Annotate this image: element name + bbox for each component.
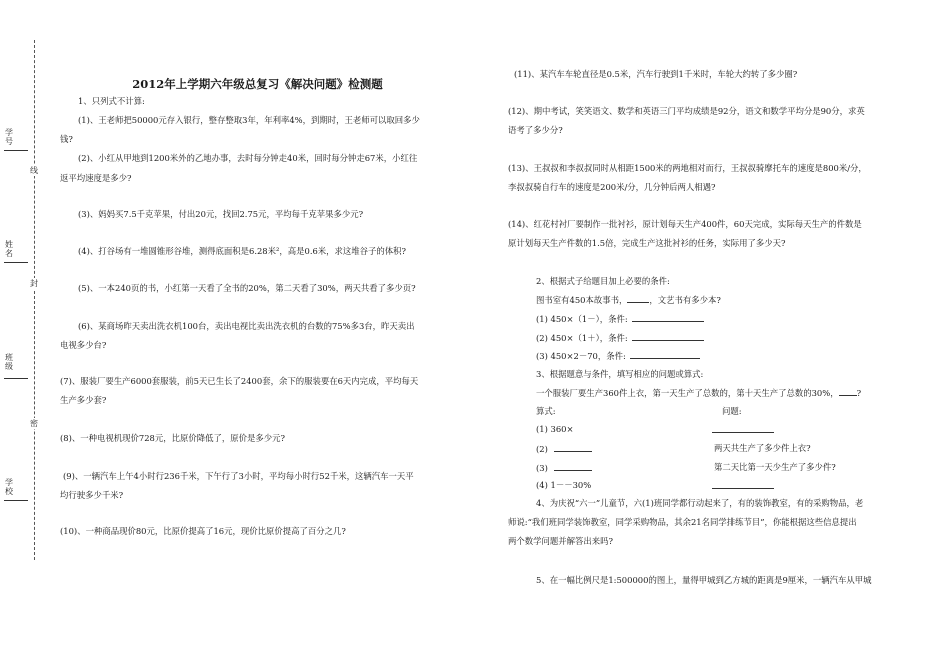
question-1-line-2: 钱? (60, 134, 73, 144)
section-3-row-2-label: (2) (536, 444, 548, 454)
section-2-blank[interactable] (627, 293, 649, 303)
section-2-desc-end: ，文艺书有多少本? (649, 295, 721, 305)
section-3-row-4: (4) 1－－30% (536, 480, 592, 490)
class-label: 班级 (5, 353, 13, 371)
question-12-line-2: 语考了多少分? (508, 125, 563, 135)
question-3: (3)、妈妈买7.5千克苹果，付出20元，找回2.75元，平均每千克苹果多少元? (78, 209, 364, 219)
section-2-item-1-blank[interactable] (632, 312, 704, 322)
section-2-item-2 (536, 331, 921, 345)
question-8: (8)、一种电视机现价728元，比原价降低了，原价是多少元? (60, 433, 285, 443)
question-13-line-1: (13)、王叔叔和李叔叔同时从相距1500米的两地相对而行，王叔叔骑摩托车的速度是800米/分， (508, 163, 867, 173)
section-3-row-3-formula-blank[interactable] (554, 461, 592, 471)
section-2-item-1 (536, 312, 921, 326)
question-9-line-2: 均行驶多少千米? (60, 490, 124, 500)
school-label: 学校 (5, 478, 13, 496)
school-field[interactable] (4, 500, 28, 501)
section-3-desc-text: 一个服装厂要生产360件上衣，第一天生产了总数的，第十天生产了总数的30%， (536, 388, 839, 398)
section-3-row-3-label: (3) (536, 463, 548, 473)
section-2-description (536, 293, 921, 307)
section-1-heading: 1、只列式不计算: (78, 96, 145, 106)
section-4-line-1: 4、为庆祝“六一”儿童节，六(1)班同学都行动起来了，有的装饰教室，有的采购物品，老 (536, 498, 864, 508)
question-11: (11)、某汽车车轮直径是0.5米，汽车行驶到1千米时，车轮大约转了多少圈? (514, 69, 798, 79)
section-3-row-3-question: 第二天比第一天少生产了多少件? (714, 462, 836, 472)
student-name-label: 姓名 (5, 240, 13, 258)
question-9-line-1: (9)、一辆汽车上午4小时行236千米，下午行了3小时，平均每小时行52千米，这辆汽车一天平 (63, 471, 414, 481)
binding-dashed-line (34, 40, 35, 560)
section-2-item-3-text: (3) 450×2－70，条件: (536, 351, 626, 361)
formula-column-header: 算式: (536, 406, 556, 416)
page-title: 2012年上学期六年级总复习《解决问题》检测题 (132, 77, 383, 91)
question-10: (10)、一种商品现价80元，比原价提高了16元，现价比原价提高了百分之几? (60, 526, 346, 536)
question-7-line-2: 生产多少套? (60, 395, 107, 405)
question-14-line-1: (14)、红花村衬厂要制作一批衬衫，原计划每天生产400件，60天完成，实际每天生产的件数是 (508, 219, 862, 229)
section-2-item-3-blank[interactable] (630, 349, 700, 359)
question-1-line-1: (1)、王老师把50000元存入银行，整存整取3年，年利率4%，到期时，王老师可以取回多少 (78, 115, 420, 125)
question-2-line-1: (2)、小红从甲地到1200米外的乙地办事，去时每分钟走40米，回时每分钟走67米，小红往 (78, 153, 418, 163)
section-3-row-2-question: 两天共生产了多少件上衣? (714, 443, 811, 453)
class-field[interactable] (4, 378, 28, 379)
section-5-line-1: 5、在一幅比例尺是1:500000的图上，量得甲城到乙方城的距离是9厘米，一辆汽车从甲城 (536, 575, 872, 585)
section-2-item-3 (536, 349, 921, 363)
question-14-line-2: 原计划每天生产件数的1.5倍，完成生产这批衬衫的任务，实际用了多少天? (508, 238, 786, 248)
binding-mark-seal: 封 (30, 279, 38, 288)
section-3-desc-end: ? (856, 388, 862, 398)
student-name-field[interactable] (4, 262, 28, 263)
question-5: (5)、一本240页的书，小红第一天看了全书的20%，第二天看了30%，两天共看了多少页? (78, 283, 416, 293)
section-3-description (536, 386, 921, 400)
section-3-row-1: (1) 360× (536, 424, 574, 434)
section-4-line-2: 师说:“我们班同学装饰教室，同学采购物品，其余21名同学排练节目”，你能根据这些信息提出 (508, 517, 857, 527)
binding-mark-line: 线 (30, 166, 38, 175)
question-13-line-2: 李叔叔骑自行车的速度是200米/分，几分钟后两人相遇? (508, 182, 716, 192)
section-2-desc-text: 图书室有450本故事书， (536, 295, 628, 305)
question-2-line-2: 返平均速度是多少? (60, 173, 132, 183)
section-3-row-2-formula-blank[interactable] (554, 442, 592, 452)
section-3-row-4-question-blank[interactable] (712, 479, 774, 489)
section-3-row-1-question-blank[interactable] (712, 423, 774, 433)
binding-margin (0, 0, 40, 658)
section-2-item-2-text: (2) 450×（1＋），条件: (536, 333, 628, 343)
question-column-header: 问题: (722, 406, 742, 416)
section-2-item-1-text: (1) 450×（1－），条件: (536, 314, 628, 324)
binding-mark-secret: 密 (30, 419, 38, 428)
section-2-heading: 2、根据式子给题目加上必要的条件: (536, 276, 670, 286)
question-4: (4)、打谷场有一堆圆锥形谷堆，测得底面积是6.28米²，高是0.6米，求这堆谷子的体积? (78, 246, 407, 256)
section-2-item-2-blank[interactable] (632, 331, 704, 341)
question-6-line-1: (6)、某商场昨天卖出洗衣机100台，卖出电视比卖出洗衣机的台数的75%多3台，昨天卖出 (78, 321, 415, 331)
student-number-label: 学号 (5, 128, 13, 146)
question-12-line-1: (12)、期中考试，笑笑语文、数学和英语三门平均成绩是92分，语文和数学平均分是90分，求英 (508, 106, 865, 116)
student-number-field[interactable] (4, 150, 28, 151)
question-7-line-1: (7)、服装厂要生产6000套服装，前5天已生长了2400套，余下的服装要在6天内完成，平均每天 (60, 376, 419, 386)
section-4-line-3: 两个数学问题并解答出来吗? (508, 536, 613, 546)
question-6-line-2: 电视多少台? (60, 340, 107, 350)
section-3-heading: 3、根据题意与条件，填写相应的问题或算式: (536, 369, 704, 379)
section-3-blank[interactable] (839, 386, 857, 396)
